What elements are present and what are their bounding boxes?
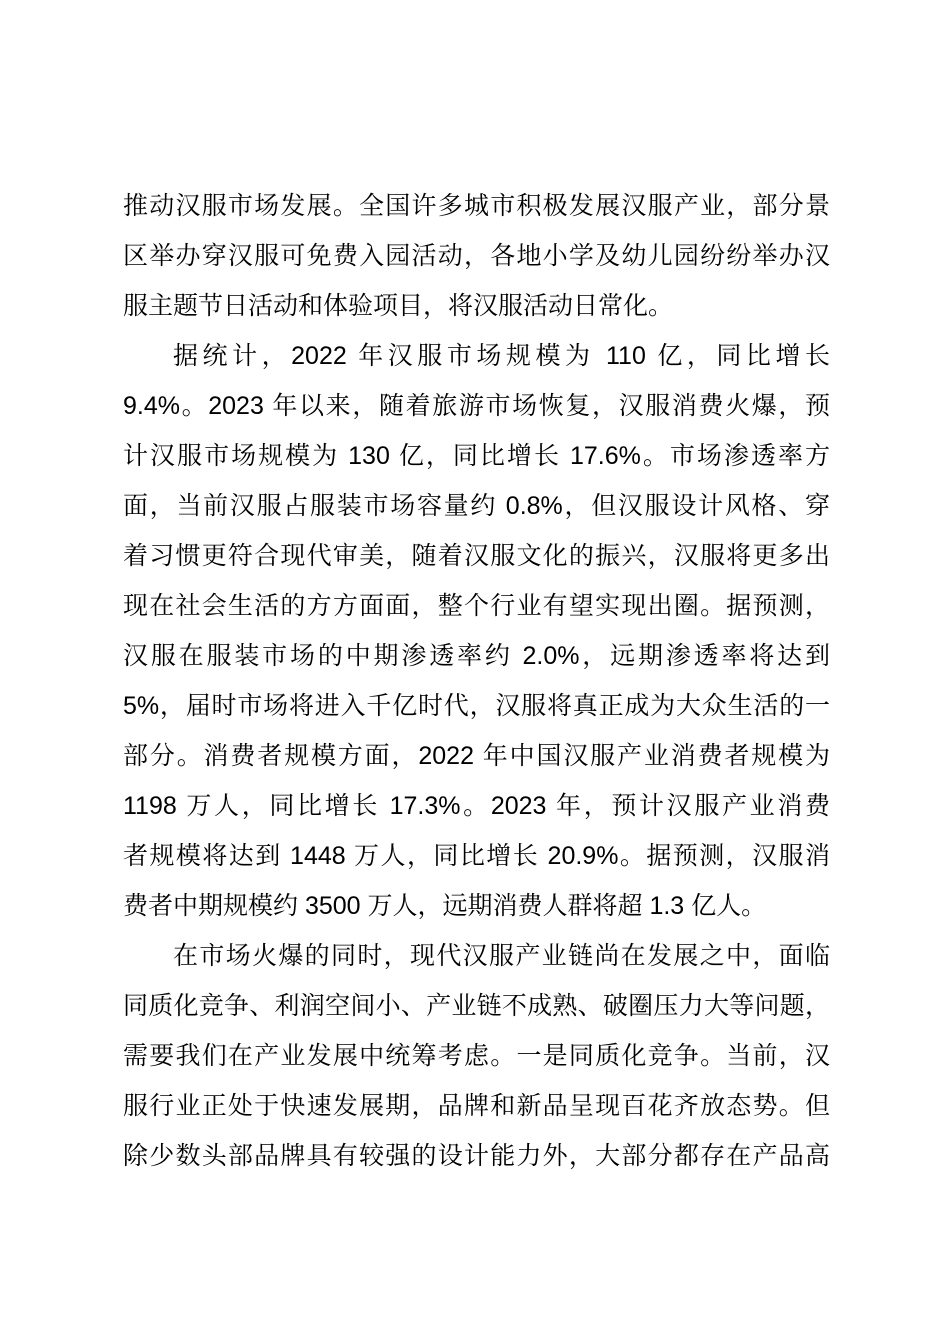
text-line: 服主题节日活动和体验项目，将汉服活动日常化。	[123, 292, 674, 320]
text-line: 现在社会生活的方方面面，整个行业有望实现出圈。据预测，	[123, 592, 830, 620]
text-line: 需要我们在产业发展中统筹考虑。一是同质化竞争。当前，汉	[123, 1042, 830, 1070]
text-block	[123, 181, 830, 1181]
text-line: 据统计，2022 年汉服市场规模为 110 亿，同比增长	[173, 342, 830, 370]
text-line: 1198 万人，同比增长 17.3%。2023 年，预计汉服产业消费	[123, 792, 830, 820]
text-line: 除少数头部品牌具有较强的设计能力外，大部分都存在产品高	[123, 1142, 830, 1170]
text-line: 服行业正处于快速发展期，品牌和新品呈现百花齐放态势。但	[123, 1092, 830, 1120]
text-line: 者规模将达到 1448 万人，同比增长 20.9%。据预测，汉服消	[123, 842, 830, 870]
text-line: 费者中期规模约 3500 万人，远期消费人群将超 1.3 亿人。	[123, 892, 767, 920]
text-line: 推动汉服市场发展。全国许多城市积极发展汉服产业，部分景	[123, 192, 830, 220]
text-line: 5%，届时市场将进入千亿时代，汉服将真正成为大众生活的一	[123, 692, 830, 720]
text-line: 9.4%。2023 年以来，随着旅游市场恢复，汉服消费火爆，预	[123, 392, 830, 420]
text-line: 计汉服市场规模为 130 亿，同比增长 17.6%。市场渗透率方	[123, 442, 830, 470]
text-line: 区举办穿汉服可免费入园活动，各地小学及幼儿园纷纷举办汉	[123, 242, 830, 270]
text-line: 着习惯更符合现代审美，随着汉服文化的振兴，汉服将更多出	[123, 542, 830, 570]
text-line: 面，当前汉服占服装市场容量约 0.8%，但汉服设计风格、穿	[123, 492, 830, 520]
text-line: 汉服在服装市场的中期渗透率约 2.0%，远期渗透率将达到	[123, 642, 830, 670]
text-line: 部分。消费者规模方面，2022 年中国汉服产业消费者规模为	[123, 742, 830, 770]
text-line: 同质化竞争、利润空间小、产业链不成熟、破圈压力大等问题，	[123, 992, 830, 1020]
text-line: 在市场火爆的同时，现代汉服产业链尚在发展之中，面临	[173, 942, 830, 970]
